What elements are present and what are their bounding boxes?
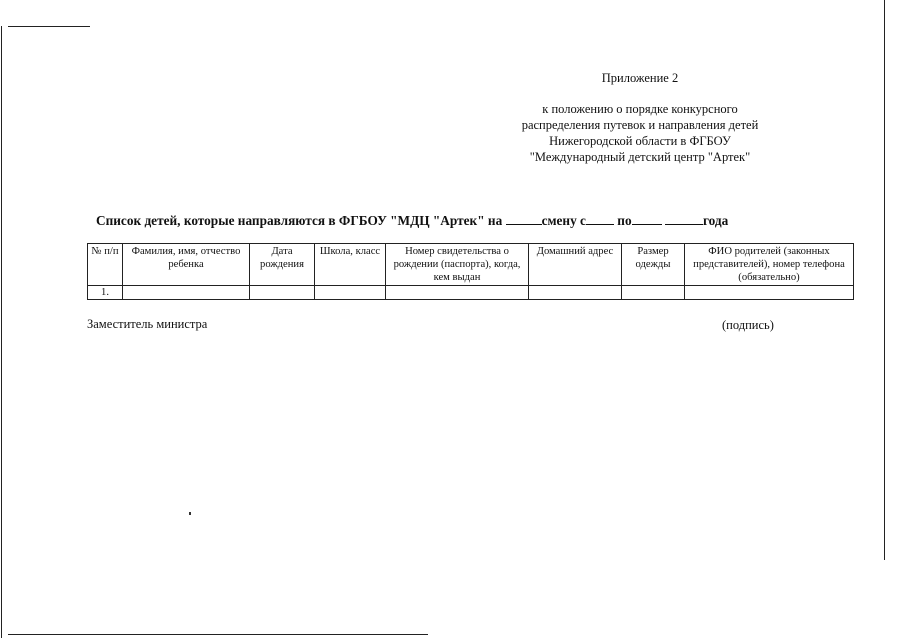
col-parents: ФИО родителей (законных представителей), номер телефона (обязательно) — [685, 244, 854, 286]
table-header-row — [88, 244, 854, 286]
title-part: Список детей, которые направляются в ФГБОУ "МДЦ "Артек" на — [96, 213, 503, 228]
blank-date-to — [632, 212, 662, 225]
table-cell — [622, 286, 685, 300]
col-address: Домашний адрес — [529, 244, 622, 286]
scan-edge-right — [884, 0, 885, 560]
title-part: смену с — [541, 213, 586, 228]
scan-edge-left — [1, 26, 2, 638]
table-cell — [386, 286, 529, 300]
col-school-class: Школа, класс — [315, 244, 386, 286]
annex-line: "Международный детский центр "Артек" — [529, 150, 751, 164]
col-number: № п/п — [88, 244, 123, 286]
table-cell — [529, 286, 622, 300]
signature-label: (подпись) — [722, 318, 774, 332]
signatory-title: Заместитель министра — [87, 317, 208, 331]
annex-line: распределения путевок и направления детей — [521, 118, 759, 132]
col-document: Номер свидетельства о рождении (паспорта), когда, кем выдан — [386, 244, 529, 286]
scan-edge-bottom — [8, 634, 428, 635]
table-cell: 1. — [88, 286, 123, 300]
document-title — [96, 212, 728, 229]
children-table — [87, 243, 854, 300]
table-cell — [315, 286, 386, 300]
annex-line: Нижегородской области в ФГБОУ — [549, 134, 731, 148]
blank-year — [665, 212, 703, 225]
scan-speck — [189, 512, 191, 515]
annex-subtitle — [470, 101, 810, 165]
blank-date-from — [586, 212, 614, 225]
title-part: по — [617, 213, 632, 228]
title-part: года — [702, 213, 729, 228]
col-birth-date: Дата рождения — [250, 244, 315, 286]
annex-line: к положению о порядке конкурсного — [542, 102, 738, 116]
annex-title: Приложение 2 — [601, 71, 679, 85]
blank-shift — [506, 212, 542, 225]
col-full-name: Фамилия, имя, отчество ребенка — [123, 244, 250, 286]
col-clothing-size: Размер одежды — [622, 244, 685, 286]
table-cell — [685, 286, 854, 300]
scan-edge-top — [8, 26, 90, 27]
table-cell — [123, 286, 250, 300]
table-cell — [250, 286, 315, 300]
table-row — [88, 286, 854, 300]
